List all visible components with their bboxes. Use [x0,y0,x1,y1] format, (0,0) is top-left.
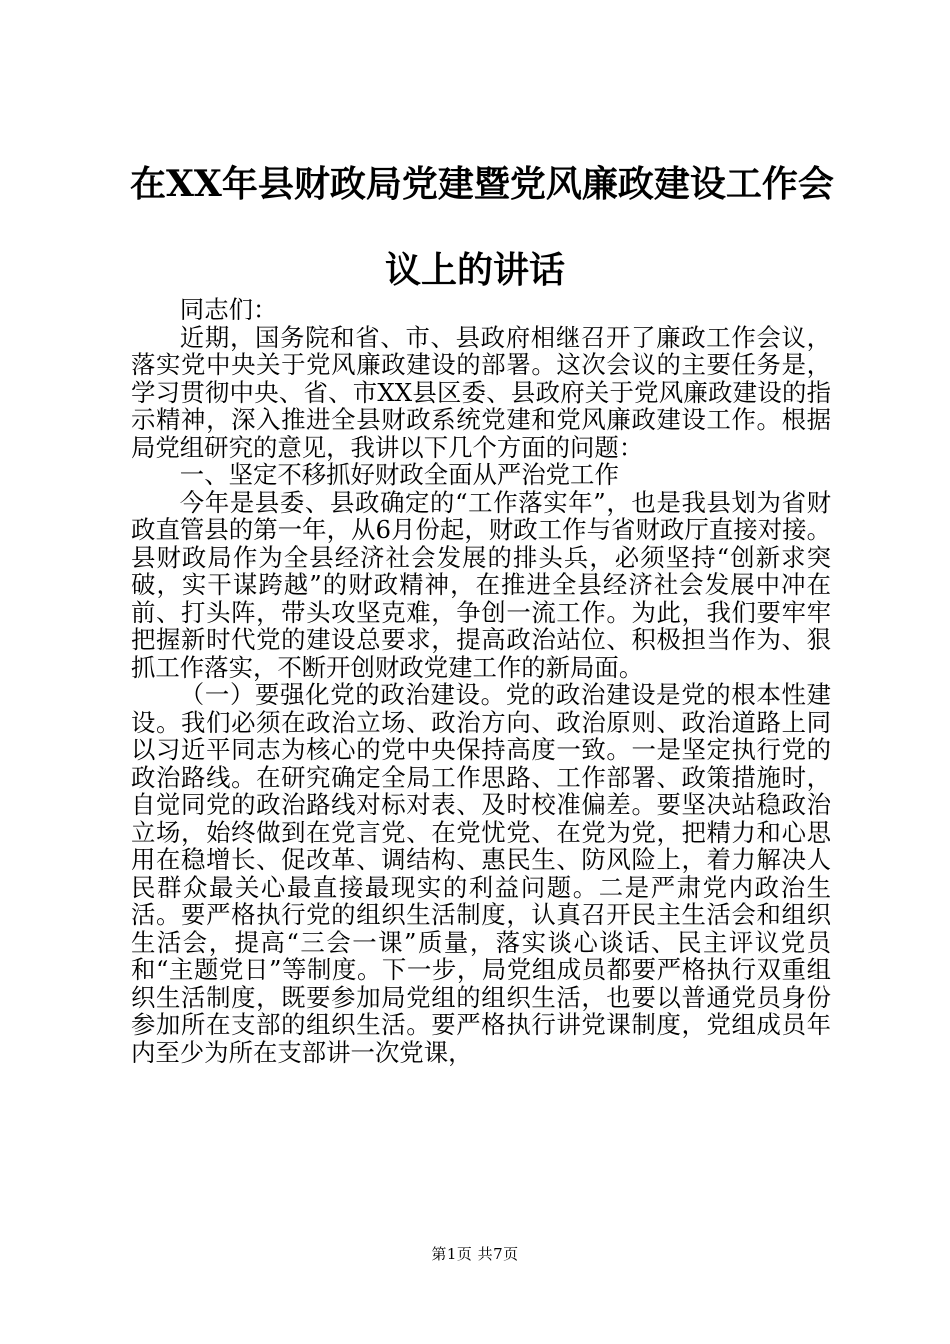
body-paragraph: （一）要强化党的政治建设。党的政治建设是党的根本性建设。我们必须在政治立场、政治方向、政治原则、政治道路上同以习近平同志为核心的党中央保持高度一致。一是坚定执行党的政治路线。在研究确定全局工作思路、工作部署、政策措施时，自觉同党的政治路线对标对表、及时校准偏差。要坚决站稳政治立场，始终做到在党言党、在党忧党、在党为党，把精力和心思用在稳增长、促改革、调结构、惠民生、防风险上，着力解决人民群众最关心最直接最现实的利益问题。二是严肃党内政治生活。要严格执行党的组织生活制度，认真召开民主生活会和组织生活会，提高“三会一课”质量，落实谈心谈话、民主评议党员和“主题党日”等制度。下一步，局党组成员都要严格执行双重组织生活制度，既要参加局党组的组织生活，也要以普通党员身份参加所在支部的组织生活。要严格执行讲党课制度，党组成员年内至少为所在支部讲一次党课， [131,680,831,1067]
page-number-footer: 第1页 共7页 [431,1245,519,1263]
document-body [131,296,831,1066]
body-paragraph: 今年是县委、县政确定的“工作落实年”，也是我县划为省财政直管县的第一年，从6月份起，财政工作与省财政厅直接对接。县财政局作为全县经济社会发展的排头兵，必须坚持“创新求突破，实干谋跨越”的财政精神，在推进全县经济社会发展中冲在前、打头阵，带头攻坚克难，争创一流工作。为此，我们要牢牢把握新时代党的建设总要求，提高政治站位、积极担当作为、狠抓工作落实，不断开创财政党建工作的新局面。 [131,487,831,682]
intro-paragraph: 近期，国务院和省、市、县政府相继召开了廉政工作会议，落实党中央关于党风廉政建设的部署。这次会议的主要任务是，学习贯彻中央、省、市XX县区委、县政府关于党风廉政建设的指示精神，深入推进全县财政系统党建和党风廉政建设工作。根据局党组研究的意见，我讲以下几个方面的问题： [131,322,831,462]
document-title-line1: 在XX年县财政局党建暨党风廉政建设工作会 [130,163,834,205]
salutation-paragraph: 同志们： [179,295,278,324]
section-heading: 一、坚定不移抓好财政全面从严治党工作 [179,460,619,489]
document-title-line2: 议上的讲话 [384,249,565,291]
